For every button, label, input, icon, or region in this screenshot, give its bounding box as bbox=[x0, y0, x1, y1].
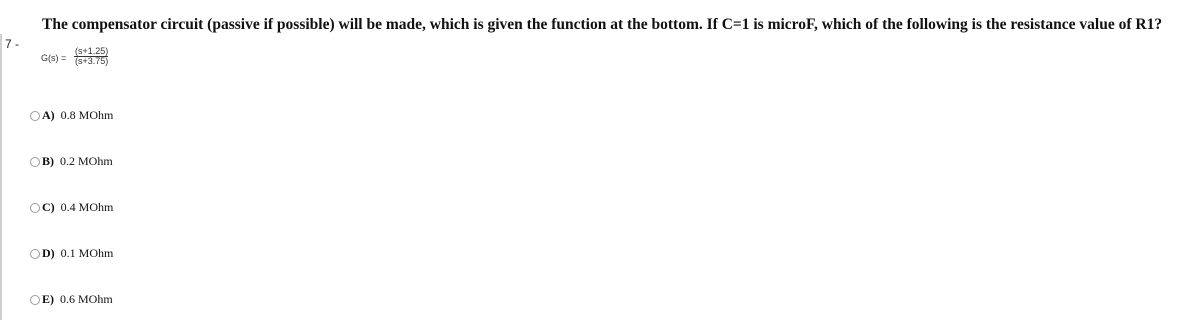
option-value: 0.6 MOhm bbox=[60, 292, 113, 306]
option-a[interactable] bbox=[30, 108, 113, 123]
option-value: 0.8 MOhm bbox=[60, 108, 114, 122]
option-letter: C) bbox=[42, 200, 55, 214]
option-value: 0.1 MOhm bbox=[60, 246, 114, 260]
radio-button-b[interactable] bbox=[30, 157, 40, 167]
option-value: 0.2 MOhm bbox=[60, 154, 113, 168]
question-left-border bbox=[0, 34, 2, 320]
radio-button-c[interactable] bbox=[30, 203, 40, 213]
option-c[interactable] bbox=[30, 200, 113, 215]
option-letter: E) bbox=[42, 292, 54, 306]
question-number: 7 - bbox=[5, 37, 20, 51]
option-e[interactable] bbox=[30, 292, 113, 307]
option-value: 0.4 MOhm bbox=[60, 200, 114, 214]
radio-button-e[interactable] bbox=[30, 295, 40, 305]
formula-lhs: G(s) = bbox=[41, 53, 67, 63]
option-d[interactable] bbox=[30, 246, 113, 261]
radio-button-d[interactable] bbox=[30, 249, 40, 259]
formula-numerator: (s+1.25) bbox=[75, 46, 109, 56]
option-letter: A) bbox=[42, 108, 55, 122]
question-text: The compensator circuit (passive if possible) will be made, which is given the function at the bottom. If C=1 is microF, which of the following is the resistance value of R1? bbox=[42, 16, 1163, 33]
option-b[interactable] bbox=[30, 154, 113, 169]
radio-button-a[interactable] bbox=[30, 111, 40, 121]
option-letter: D) bbox=[42, 246, 55, 260]
formula-denominator: (s+3.75) bbox=[75, 56, 109, 66]
option-letter: B) bbox=[42, 154, 54, 168]
